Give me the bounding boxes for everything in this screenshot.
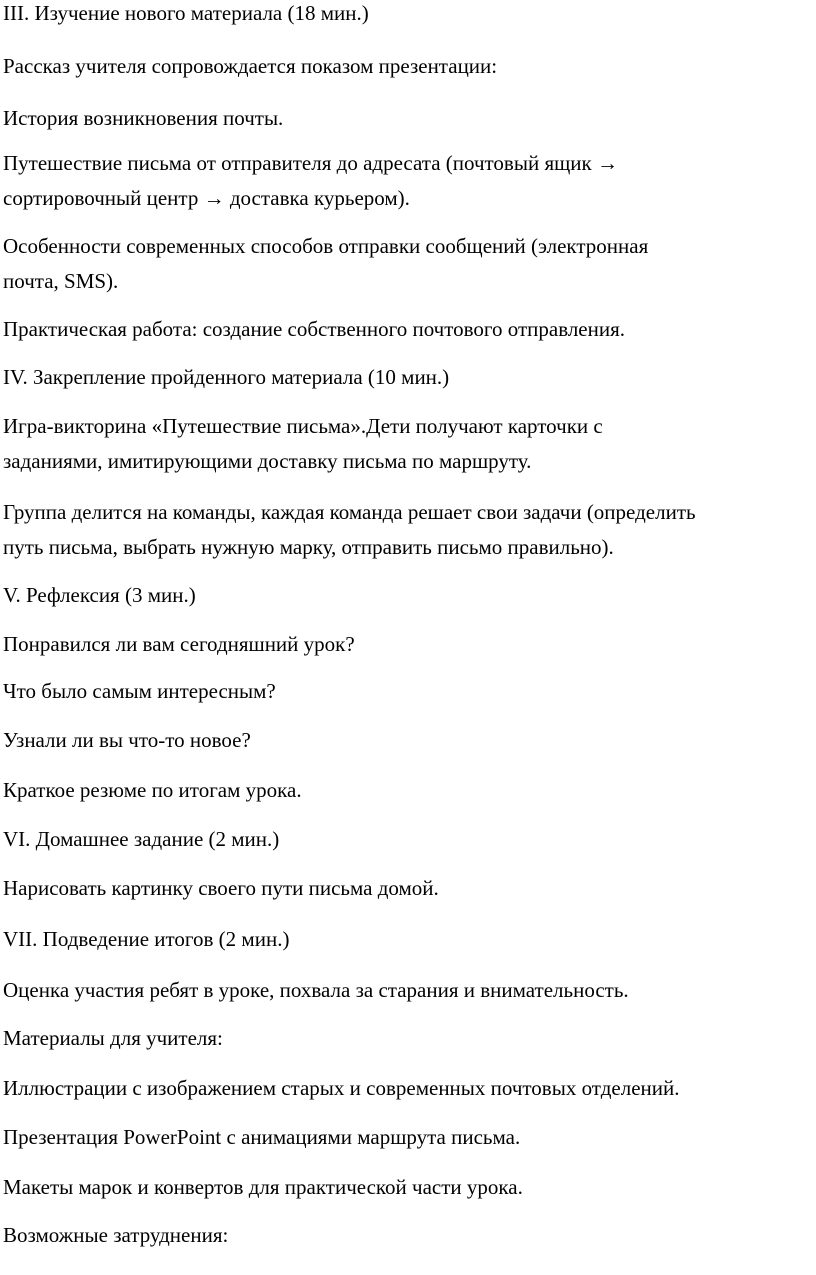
text-line: заданиями, имитирующими доставку письма по маршруту. [3, 449, 532, 473]
text-line: Группа делится на команды, каждая команда решает свои задачи (определить [3, 500, 696, 524]
text-line: Возможные затруднения: [3, 1223, 229, 1247]
paragraph [3, 723, 815, 758]
text-line: IV. Закрепление пройденного материала (10 мин.) [3, 365, 450, 389]
text-line: Что было самым интересным? [3, 679, 276, 703]
text-line: Практическая работа: создание собственного почтового отправления. [3, 317, 626, 341]
text-line: Рассказ учителя сопровождается показом презентации: [3, 54, 498, 78]
paragraph [3, 871, 815, 906]
paragraph [3, 409, 815, 479]
text-line: V. Рефлексия (3 мин.) [3, 583, 196, 607]
heading-section-5 [3, 578, 815, 613]
text-line: VI. Домашнее задание (2 мин.) [3, 827, 280, 851]
text-line: сортировочный центр → доставка курьером). [3, 186, 410, 210]
paragraph [3, 773, 815, 808]
paragraph [3, 1218, 815, 1253]
paragraph [3, 674, 815, 709]
text-line: Иллюстрации с изображением старых и современных почтовых отделений. [3, 1076, 680, 1100]
text-line: Путешествие письма от отправителя до адресата (почтовый ящик → [3, 151, 618, 175]
heading-section-7 [3, 922, 815, 957]
text-line: VII. Подведение итогов (2 мин.) [3, 927, 290, 951]
paragraph [3, 312, 815, 347]
text-line: III. Изучение нового материала (18 мин.) [3, 1, 369, 25]
paragraph [3, 146, 815, 216]
text-line: почта, SMS). [3, 269, 119, 293]
text-line: Узнали ли вы что-то новое? [3, 728, 251, 752]
text-line: Нарисовать картинку своего пути письма домой. [3, 876, 439, 900]
paragraph [3, 495, 815, 565]
heading-section-3 [3, 0, 815, 31]
heading-section-6 [3, 822, 815, 857]
text-line: Игра-викторина «Путешествие письма».Дети получают карточки с [3, 414, 603, 438]
paragraph [3, 101, 815, 136]
text-line: путь письма, выбрать нужную марку, отправить письмо правильно). [3, 535, 614, 559]
text-line: Материалы для учителя: [3, 1026, 223, 1050]
text-line: История возникновения почты. [3, 106, 284, 130]
text-line: Оценка участия ребят в уроке, похвала за старания и внимательность. [3, 978, 629, 1002]
text-line: Макеты марок и конвертов для практической части урока. [3, 1175, 523, 1199]
paragraph [3, 1170, 815, 1205]
paragraph [3, 49, 815, 84]
text-line: Особенности современных способов отправки сообщений (электронная [3, 234, 649, 258]
paragraph [3, 1021, 815, 1056]
paragraph [3, 1071, 815, 1106]
paragraph [3, 1120, 815, 1155]
heading-section-4 [3, 360, 815, 395]
paragraph [3, 627, 815, 662]
text-line: Понравился ли вам сегодняшний урок? [3, 632, 355, 656]
text-line: Презентация PowerPoint с анимациями маршрута письма. [3, 1125, 521, 1149]
paragraph [3, 973, 815, 1008]
paragraph [3, 229, 815, 299]
text-line: Краткое резюме по итогам урока. [3, 778, 302, 802]
